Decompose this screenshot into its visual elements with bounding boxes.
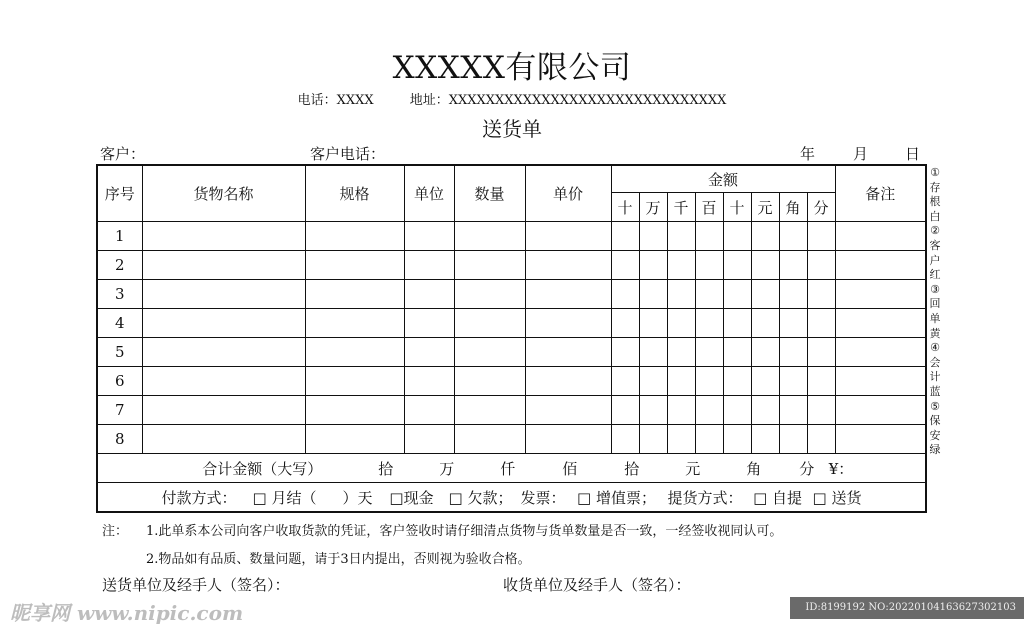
table-cell[interactable] [835,251,926,280]
table-cell[interactable] [639,280,667,309]
table-cell[interactable] [639,338,667,367]
company-name: XXXXX有限公司 [392,50,632,86]
table-cell[interactable] [305,309,404,338]
copy-legend-char: 客 [929,238,941,252]
table-cell[interactable] [611,338,639,367]
header-goods: 货物名称 [142,165,305,222]
table-cell[interactable] [454,222,525,251]
copy-color-legend [924,166,946,458]
table-cell[interactable] [611,425,639,454]
days-label: ）天 [342,488,373,507]
copy-legend-char: 存 [929,180,941,194]
row-number: 3 [97,280,142,309]
total-unit: 仟 [500,459,516,478]
row-number: 2 [97,251,142,280]
table-cell[interactable] [667,396,695,425]
copy-legend-char: 蓝 [929,384,941,398]
table-cell[interactable] [305,251,404,280]
header-seq: 序号 [97,165,142,222]
watermark: 昵享网 www.nipic.com [10,601,244,625]
table-cell[interactable] [723,251,751,280]
copy-legend-char: 保 [929,414,941,428]
digit-header: 十 [723,193,751,222]
table-cell[interactable] [525,425,611,454]
table-cell[interactable] [751,222,779,251]
table-cell[interactable] [667,425,695,454]
row-number: 7 [97,396,142,425]
total-unit: ¥： [828,459,854,478]
vat-checkbox[interactable]: □ 增值票； [577,488,656,507]
table-cell[interactable] [835,425,926,454]
table-cell[interactable] [454,367,525,396]
pickup-label: 提货方式： [667,488,743,507]
monthly-checkbox[interactable]: □ 月结（ [252,488,317,507]
header-amount: 金额 [611,165,835,193]
delivery-checkbox[interactable]: □ 送货 [812,488,862,507]
receiver-signature-label: 收货单位及经手人（签名）： [503,576,691,594]
phone-label: 电话：XXXX [297,93,374,108]
self-pickup-checkbox[interactable]: □ 自提 [753,488,803,507]
table-cell[interactable] [667,309,695,338]
table-cell[interactable] [142,367,305,396]
customer-phone-label: 客户电话： [310,145,386,163]
table-cell[interactable] [611,222,639,251]
table-cell[interactable] [835,222,926,251]
table-cell[interactable] [639,396,667,425]
total-amount-row [97,454,926,483]
digit-header: 千 [667,193,695,222]
invoice-label: 发票： [520,488,566,507]
table-cell[interactable] [404,222,454,251]
table-cell[interactable] [695,251,723,280]
table-cell[interactable] [639,425,667,454]
table-cell[interactable] [807,396,835,425]
row-number: 4 [97,309,142,338]
table-cell[interactable] [305,280,404,309]
table-cell[interactable] [142,396,305,425]
table-cell[interactable] [525,251,611,280]
table-cell[interactable] [695,222,723,251]
customer-label: 客户： [100,145,146,163]
note-2: 2.物品如有品质、数量问题，请于3日内提出，否则视为验收合格。 [146,552,531,567]
digit-header: 百 [695,193,723,222]
table-cell[interactable] [667,251,695,280]
table-cell[interactable] [525,280,611,309]
total-unit: 佰 [562,459,578,478]
table-cell[interactable] [695,367,723,396]
cash-checkbox[interactable]: □现金 [389,488,434,507]
copy-legend-char: 绿 [929,443,941,457]
table-cell[interactable] [723,396,751,425]
table-cell[interactable] [751,338,779,367]
digit-header: 元 [751,193,779,222]
total-unit: 元 [685,459,701,478]
date-year: 年 [800,145,816,163]
table-cell[interactable] [525,367,611,396]
table-cell[interactable] [723,222,751,251]
table-row [97,425,926,454]
copy-legend-char: 计 [929,370,941,384]
table-cell[interactable] [611,396,639,425]
total-label: 合计金额（大写） [202,459,323,478]
table-cell[interactable] [525,309,611,338]
table-cell[interactable] [779,222,807,251]
table-cell[interactable] [404,396,454,425]
table-row [97,367,926,396]
table-cell[interactable] [142,280,305,309]
table-cell[interactable] [695,396,723,425]
document-title: 送货单 [482,117,542,141]
table-cell[interactable] [751,425,779,454]
table-cell[interactable] [142,338,305,367]
header-spec: 规格 [305,165,404,222]
table-cell[interactable] [639,309,667,338]
table-cell[interactable] [807,251,835,280]
table-cell[interactable] [404,251,454,280]
digit-header: 十 [611,193,639,222]
table-cell[interactable] [525,338,611,367]
copy-legend-char: ① [930,166,940,179]
table-cell[interactable] [751,251,779,280]
row-number: 8 [97,425,142,454]
owed-checkbox[interactable]: □ 欠款； [448,488,513,507]
table-cell[interactable] [667,367,695,396]
table-cell[interactable] [723,367,751,396]
row-number: 6 [97,367,142,396]
copy-legend-char: 白 [929,209,941,223]
delivery-table [96,164,927,513]
table-cell[interactable] [779,396,807,425]
total-unit: 角 [746,459,762,478]
table-cell[interactable] [142,251,305,280]
table-cell[interactable] [835,338,926,367]
date-day: 日 [905,145,921,163]
total-unit: 拾 [378,459,394,478]
table-cell[interactable] [723,425,751,454]
table-cell[interactable] [723,280,751,309]
table-row [97,222,926,251]
table-cell[interactable] [695,425,723,454]
table-cell[interactable] [454,251,525,280]
table-cell[interactable] [807,425,835,454]
table-cell[interactable] [779,309,807,338]
copy-legend-char: ⑤ [930,399,940,413]
row-number: 5 [97,338,142,367]
notes-prefix: 注： [102,524,129,539]
table-cell[interactable] [305,222,404,251]
table-cell[interactable] [779,251,807,280]
table-cell[interactable] [454,338,525,367]
table-cell[interactable] [142,309,305,338]
table-cell[interactable] [305,338,404,367]
table-cell[interactable] [667,280,695,309]
table-cell[interactable] [751,309,779,338]
copy-legend-char: 红 [929,268,941,282]
table-cell[interactable] [142,222,305,251]
contact-line [0,89,1024,108]
payment-method-label: 付款方式： [161,488,237,507]
copy-legend-char: 安 [929,428,941,442]
table-cell[interactable] [404,338,454,367]
table-cell[interactable] [611,251,639,280]
copy-legend-char: 回 [929,297,941,311]
table-cell[interactable] [723,309,751,338]
table-cell[interactable] [404,367,454,396]
sender-signature-label: 送货单位及经手人（签名）： [102,576,290,594]
table-cell[interactable] [525,222,611,251]
table-cell[interactable] [611,309,639,338]
table-cell[interactable] [695,309,723,338]
image-id-bar: ID:8199192 NO:20220104163627302103 [790,597,1024,619]
table-cell[interactable] [454,309,525,338]
table-cell[interactable] [639,251,667,280]
table-cell[interactable] [142,425,305,454]
table-cell[interactable] [695,338,723,367]
table-row [97,280,926,309]
table-cell[interactable] [835,367,926,396]
table-row [97,309,926,338]
header-remark: 备注 [835,165,926,222]
copy-legend-char: 单 [929,311,941,325]
table-cell[interactable] [751,367,779,396]
table-cell[interactable] [404,425,454,454]
copy-legend-char: 会 [929,355,941,369]
table-cell[interactable] [779,338,807,367]
table-row [97,338,926,367]
table-cell[interactable] [779,367,807,396]
digit-header: 分 [807,193,835,222]
table-cell[interactable] [611,367,639,396]
table-cell[interactable] [807,309,835,338]
table-cell[interactable] [404,280,454,309]
table-cell[interactable] [751,280,779,309]
digit-header: 万 [639,193,667,222]
table-cell[interactable] [807,222,835,251]
date-month: 月 [853,145,869,163]
copy-legend-char: 黄 [929,326,941,340]
row-number: 1 [97,222,142,251]
table-cell[interactable] [835,396,926,425]
table-cell[interactable] [779,425,807,454]
note-1: 1.此单系本公司向客户收取货款的凭证，客户签收时请仔细清点货物与货单数量是否一致，一经签收视同认可。 [146,524,783,539]
digit-header: 角 [779,193,807,222]
copy-legend-char: ③ [930,282,940,296]
copy-legend-char: ② [930,224,940,238]
copy-legend-char: 户 [929,253,941,267]
table-cell[interactable] [305,396,404,425]
table-cell[interactable] [454,425,525,454]
table-cell[interactable] [835,280,926,309]
copy-legend-char: ④ [930,341,940,355]
table-cell[interactable] [835,309,926,338]
table-cell[interactable] [667,222,695,251]
table-cell[interactable] [807,280,835,309]
header-qty: 数量 [454,165,525,222]
table-cell[interactable] [723,338,751,367]
table-cell[interactable] [667,338,695,367]
table-cell[interactable] [611,280,639,309]
table-cell[interactable] [454,280,525,309]
table-cell[interactable] [305,367,404,396]
table-row [97,251,926,280]
table-cell[interactable] [639,222,667,251]
table-cell[interactable] [404,309,454,338]
table-row [97,396,926,425]
table-cell[interactable] [751,396,779,425]
table-cell[interactable] [525,396,611,425]
table-cell[interactable] [807,338,835,367]
table-cell[interactable] [779,280,807,309]
table-cell[interactable] [639,367,667,396]
table-cell[interactable] [695,280,723,309]
table-cell[interactable] [454,396,525,425]
copy-legend-char: 根 [929,195,941,209]
table-cell[interactable] [305,425,404,454]
header-price: 单价 [525,165,611,222]
payment-row [97,483,926,513]
header-unit: 单位 [404,165,454,222]
total-unit: 拾 [624,459,640,478]
address-label: 地址：XXXXXXXXXXXXXXXXXXXXXXXXXXXXXX [409,93,727,108]
table-cell[interactable] [807,367,835,396]
total-unit: 万 [439,459,455,478]
total-unit: 分 [799,459,815,478]
